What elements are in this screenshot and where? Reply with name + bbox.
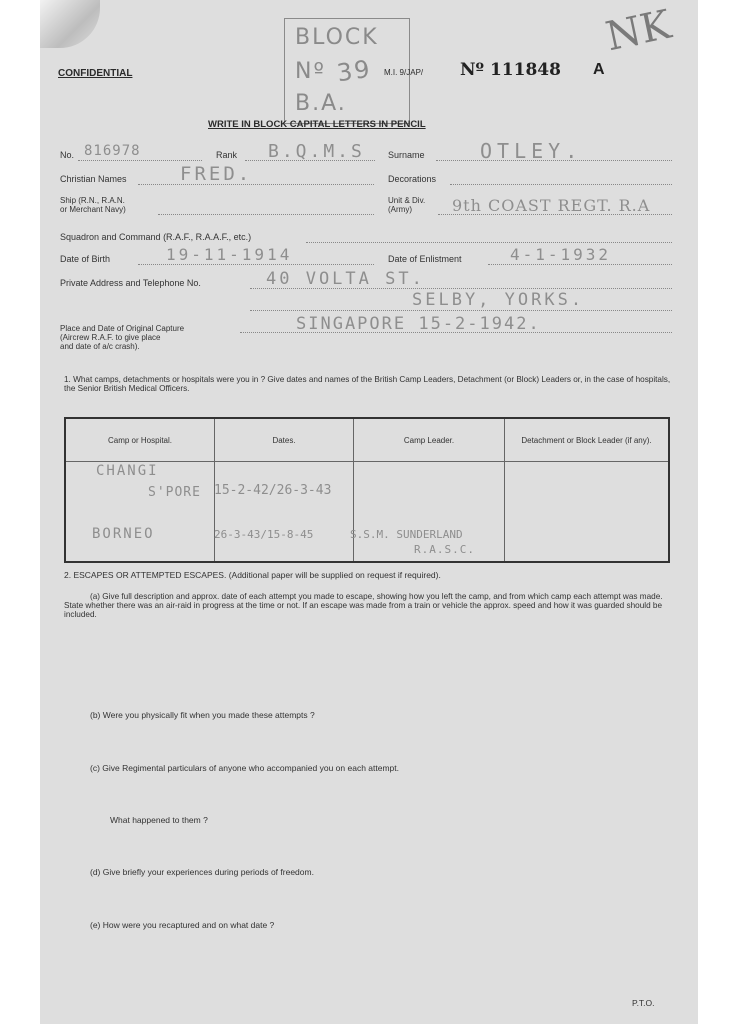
address-label: Private Address and Telephone No. bbox=[60, 278, 201, 288]
decorations-label: Decorations bbox=[388, 174, 437, 184]
col-camp: Camp or Hospital. bbox=[65, 418, 215, 462]
col-dates: Dates. bbox=[215, 418, 354, 462]
escapes-b: (b) Were you physically fit when you made these attempts ? bbox=[90, 710, 315, 720]
row2-camp: BORNEO bbox=[92, 526, 155, 542]
escapes-c: (c) Give Regimental particulars of anyone who accompanied you on each attempt. bbox=[90, 763, 399, 773]
capture-value: SINGAPORE 15-2-1942. bbox=[296, 314, 541, 334]
stamp-line2: Nº bbox=[295, 59, 326, 84]
ship-label: Ship (R.N., R.A.N. or Merchant Navy) bbox=[60, 196, 126, 214]
squadron-label: Squadron and Command (R.A.F., R.A.A.F., etc.) bbox=[60, 232, 252, 242]
form-page bbox=[40, 0, 698, 1024]
escapes-c2: What happened to them ? bbox=[110, 815, 208, 825]
rank-value: B.Q.M.S bbox=[268, 141, 365, 162]
series-letter: A bbox=[593, 61, 605, 78]
address-line1: 40 VOLTA ST. bbox=[266, 269, 425, 289]
dob-value: 19-11-1914 bbox=[166, 245, 293, 264]
row2-leader: S.S.M. SUNDERLAND bbox=[350, 528, 463, 541]
enlistment-label: Date of Enlistment bbox=[388, 254, 462, 264]
row1-dates: 15-2-42/26-3-43 bbox=[214, 483, 332, 498]
escapes-heading: 2. ESCAPES OR ATTEMPTED ESCAPES. (Additional paper will be supplied on request if required). bbox=[64, 570, 441, 580]
address-line2: SELBY, YORKS. bbox=[412, 290, 585, 310]
row2-dates: 26-3-43/15-8-45 bbox=[214, 528, 314, 541]
row2-leader-sub: R.A.S.C. bbox=[414, 543, 475, 556]
enlistment-value: 4-1-1932 bbox=[510, 245, 612, 264]
confidential-label: CONFIDENTIAL bbox=[58, 68, 133, 79]
col-detachment-leader: Detachment or Block Leader (if any). bbox=[505, 418, 670, 462]
stamp-line1: BLOCK bbox=[295, 25, 379, 50]
mi-ref: M.I. 9/JAP/ bbox=[384, 68, 424, 77]
pto-label: P.T.O. bbox=[632, 998, 655, 1008]
corner-mark: NK bbox=[601, 1, 675, 61]
surname-label: Surname bbox=[388, 150, 425, 160]
capture-label: Place and Date of Original Capture (Aircrew R.A.F. to give place and date of a/c crash). bbox=[60, 324, 185, 351]
unit-value: 9th COAST REGT. R.A bbox=[452, 196, 651, 215]
question-1: 1. What camps, detachments or hospitals were you in ? Give dates and names of the British Camp Leaders, Detachment (or Block) Leaders or, in the case of hospitals, the Senior British Medical Officers. bbox=[64, 375, 671, 393]
no-label: No. bbox=[60, 150, 75, 160]
stamp-number: 39 bbox=[335, 54, 374, 88]
christian-label: Christian Names bbox=[60, 174, 127, 184]
no-value: 816978 bbox=[84, 143, 141, 159]
row1-camp-sub: S'PORE bbox=[148, 485, 201, 500]
escapes-d: (d) Give briefly your experiences during periods of freedom. bbox=[90, 867, 314, 877]
instruction-heading: WRITE IN BLOCK CAPITAL LETTERS IN PENCIL bbox=[208, 119, 426, 130]
stamp-line3: B.A. bbox=[295, 91, 347, 116]
rank-label: Rank bbox=[216, 150, 238, 160]
col-camp-leader: Camp Leader. bbox=[354, 418, 505, 462]
dob-label: Date of Birth bbox=[60, 254, 111, 264]
surname-value: OTLEY. bbox=[480, 139, 583, 163]
christian-value: FRED. bbox=[180, 163, 253, 185]
escapes-a: (a) Give full description and approx. date of each attempt you made to escape, showing how you left the camp, and from which camp each attempt was made. State whether there was an air-raid in progress at the time or not. If an escape was made from a train or vehicle the approx. speed and how it was guarded should be included. bbox=[64, 592, 663, 619]
row1-camp: CHANGI bbox=[96, 463, 159, 479]
form-number: Nº 111848 bbox=[460, 60, 561, 80]
unit-label: Unit & Div. (Army) bbox=[388, 196, 426, 214]
escapes-e: (e) How were you recaptured and on what date ? bbox=[90, 920, 275, 930]
